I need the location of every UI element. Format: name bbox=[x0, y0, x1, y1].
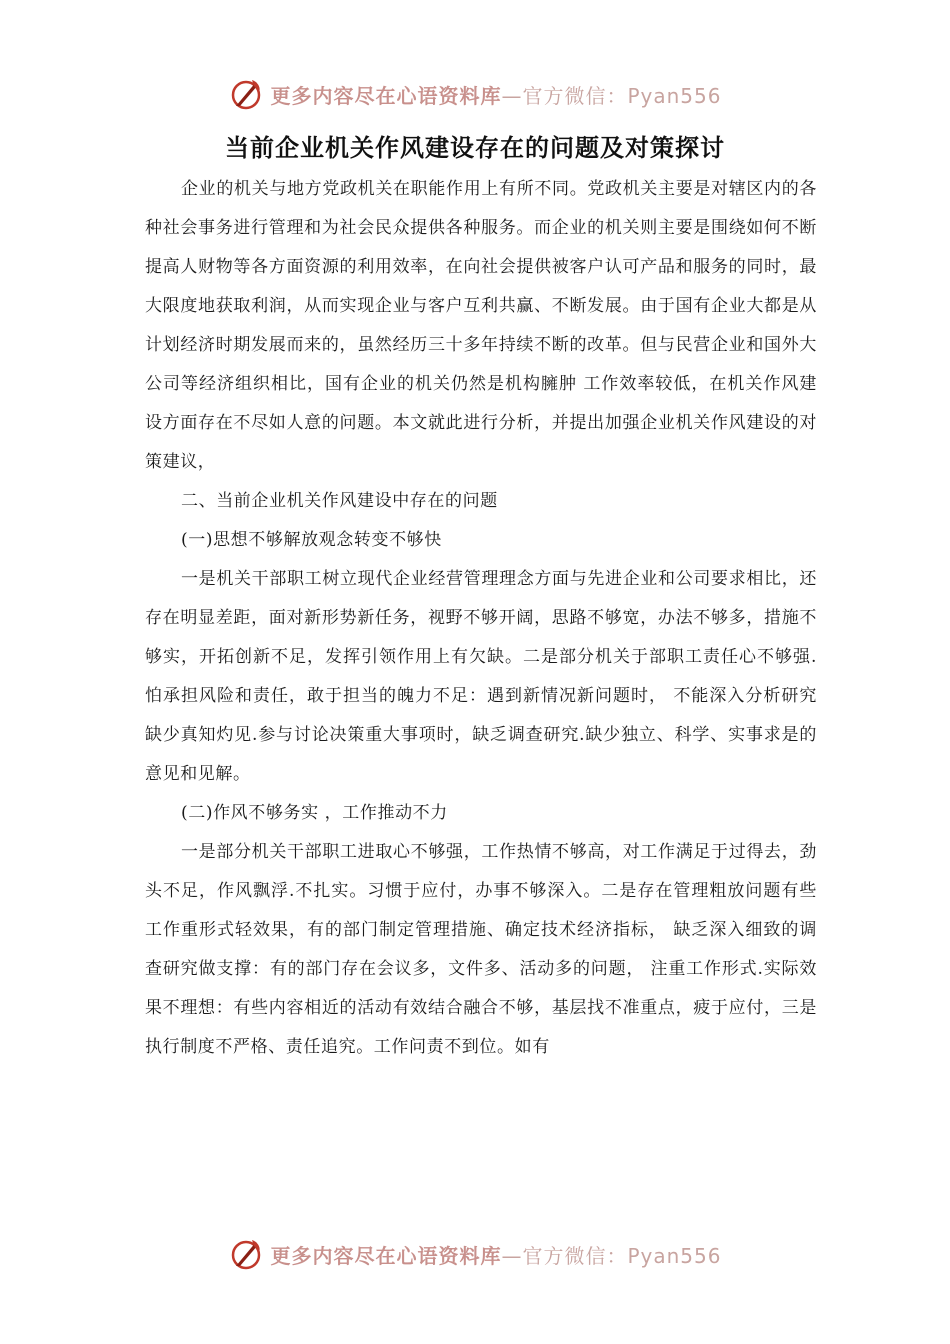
banner-main-text: 更多内容尽在心语资料库 bbox=[270, 83, 502, 108]
subsection-heading-2: (二)作风不够务实 ，工作推动不力 bbox=[181, 803, 448, 823]
section-heading: 二、当前企业机关作风建设中存在的问题 bbox=[181, 491, 498, 511]
subsection-body-1: 一是机关干部职工树立现代企业经营管理理念方面与先进企业和公司要求相比，还存在明显差距，面对新形势新任务，视野不够开阔，思路不够宽，办法不够多，措施不够实，开拓创新不足，发挥引领作用上有欠缺。二是部分机关于部职工责任心不够强.怕承担风险和责任，敢于担当的魄力不足：遇到新情况新问题时， 不能深入分析研究缺少真知灼见.参与讨论决策重大事项时，缺乏调查研究.缺少独立、科学、实事求是的意见和见解。 bbox=[145, 569, 817, 784]
banner-sub-text: —官方微信：Pyan556 bbox=[501, 1243, 722, 1268]
quill-logo-icon bbox=[228, 1236, 264, 1272]
subsection-heading-1: (一)思想不够解放观念转变不够快 bbox=[181, 530, 442, 550]
intro-paragraph: 企业的机关与地方党政机关在职能作用上有所不同。党政机关主要是对辖区内的各种社会事务进行管理和为社会民众提供各种服务。而企业的机关则主要是围绕如何不断提高人财物等各方面资源的利用效率，在向社会提供被客户认可产品和服务的同时，最大限度地获取利润，从而实现企业与客户互利共赢、不断发展。由于国有企业大都是从计划经济时期发展而来的，虽然经历三十多年持续不断的改革。但与民营企业和国外大公司等经济组织相比，国有企业的机关仍然是机构臃肿 工作效率较低，在机关作风建设方面存在不尽如人意的问题。本文就此进行分析，并提出加强企业机关作风建设的对策建议， bbox=[145, 179, 817, 472]
subsection-body-2: 一是部分机关干部职工进取心不够强，工作热情不够高，对工作满足于过得去，劲头不足，作风飘浮.不扎实。习惯于应付，办事不够深入。二是存在管理粗放问题有些工作重形式轻效果，有的部门制定管理措施、确定技术经济指标， 缺乏深入细致的调查研究做支撑：有的部门存在会议多，文件多、活动多的问题， 注重工作形式.实际效果不理想：有些内容相近的活动有效结合融合不够，基层找不准重点，疲于应付，三是执行制度不严格、责任追究。工作问责不到位。如有 bbox=[145, 842, 817, 1057]
document-body bbox=[145, 170, 817, 1067]
banner-main-text: 更多内容尽在心语资料库 bbox=[270, 1243, 502, 1268]
banner-text bbox=[270, 1240, 721, 1269]
banner-text bbox=[270, 80, 721, 109]
header-banner bbox=[0, 72, 950, 116]
banner-sub-text: —官方微信：Pyan556 bbox=[501, 83, 722, 108]
document-title: 当前企业机关作风建设存在的问题及对策探讨 bbox=[225, 134, 725, 162]
quill-logo-icon bbox=[228, 76, 264, 112]
footer-banner bbox=[0, 1232, 950, 1276]
